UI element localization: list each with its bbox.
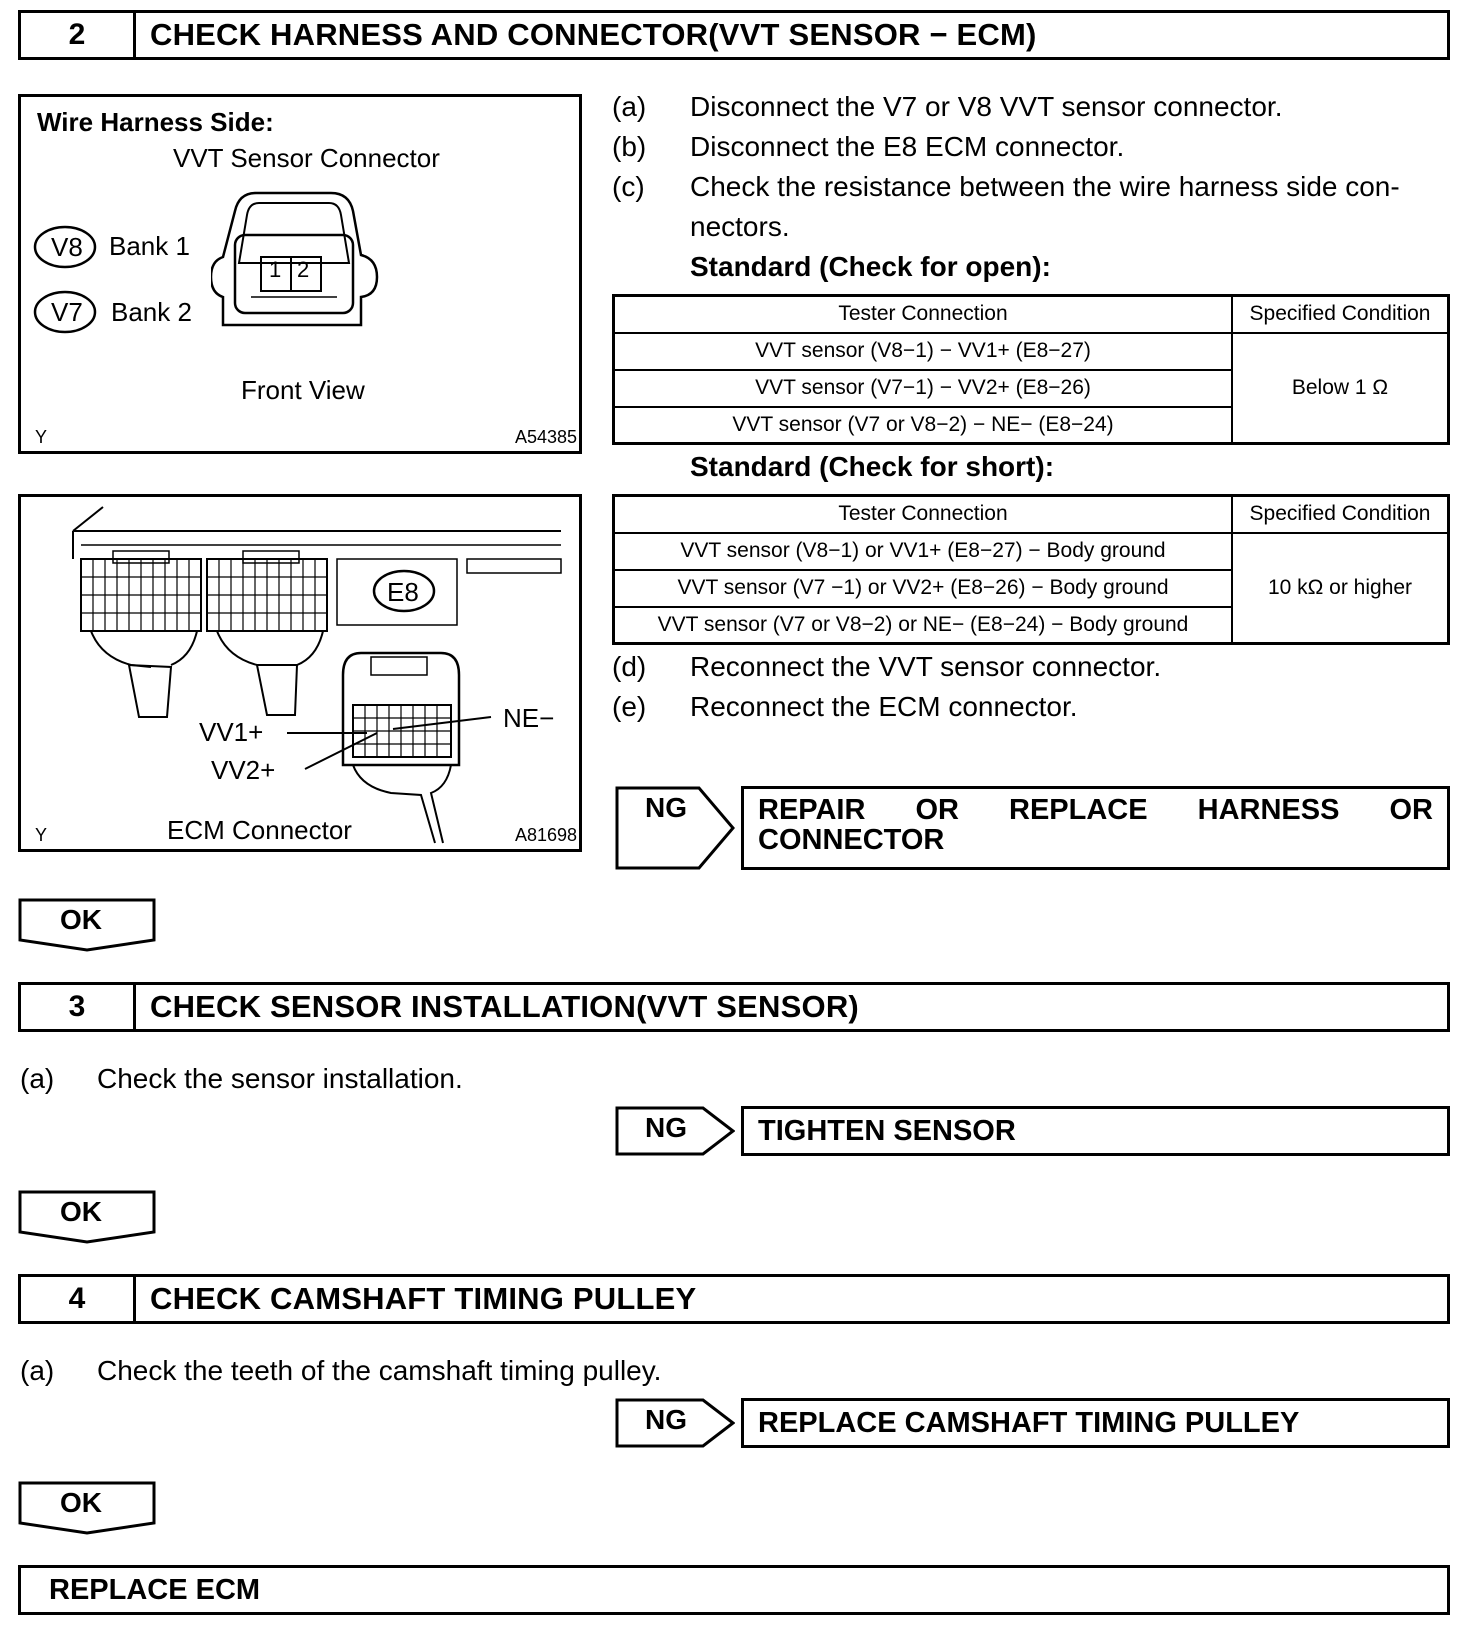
table-row: VVT sensor (V7 or V8−2) or NE− (E8−24) − Body ground <box>614 607 1233 644</box>
table-row: VVT sensor (V7 or V8−2) − NE− (E8−24) <box>614 407 1233 444</box>
instruction-text-b: Disconnect the E8 ECM connector. <box>690 131 1125 162</box>
instruction-text: Check the teeth of the camshaft timing pulley. <box>97 1355 662 1386</box>
vv2-label: VV2+ <box>211 755 276 785</box>
ng-indicator <box>615 1398 735 1448</box>
action-word: REPLACE <box>1009 794 1148 826</box>
spec-table-open <box>612 294 1450 445</box>
action-line-2: CONNECTOR <box>758 824 945 856</box>
instruction-label: (a) <box>20 1063 55 1094</box>
step-3-header <box>18 982 1450 1032</box>
step-number: 2 <box>21 13 136 57</box>
instruction-label-a: (a) <box>612 91 647 122</box>
instruction-text-e: Reconnect the ECM connector. <box>690 691 1078 722</box>
step-title: CHECK CAMSHAFT TIMING PULLEY <box>150 1281 697 1316</box>
bank2-code-badge <box>33 290 97 334</box>
ecm-connector-caption: ECM Connector <box>167 815 352 845</box>
table-row: VVT sensor (V7−1) − VV2+ (E8−26) <box>614 370 1233 407</box>
header-specified-condition: Specified Condition <box>1232 296 1449 333</box>
ok-label: OK <box>60 904 102 935</box>
e8-connector-code: E8 <box>387 577 419 607</box>
instruction-label-e: (e) <box>612 691 647 722</box>
standard-open-heading: Standard (Check for open): <box>690 251 1051 282</box>
step-title: CHECK HARNESS AND CONNECTOR(VVT SENSOR − ECM) <box>150 17 1037 52</box>
header-tester-connection: Tester Connection <box>614 296 1233 333</box>
standard-short-heading: Standard (Check for short): <box>690 451 1055 482</box>
action-word: REPAIR <box>758 794 866 826</box>
front-view-label: Front View <box>241 375 365 405</box>
ok-indicator <box>18 1481 156 1536</box>
instruction-label: (a) <box>20 1355 55 1386</box>
figure-heading: Wire Harness Side: <box>37 107 274 137</box>
pin-2: 2 <box>297 257 310 282</box>
step-4-header <box>18 1274 1450 1324</box>
instruction-text-c-continued: nectors. <box>690 211 790 242</box>
bank1-code-badge <box>33 225 97 269</box>
ok-indicator <box>18 1190 156 1245</box>
ng-indicator <box>615 786 735 870</box>
action-word: HARNESS <box>1197 794 1340 826</box>
tighten-sensor-action: TIGHTEN SENSOR <box>741 1106 1450 1156</box>
step-title: CHECK SENSOR INSTALLATION(VVT SENSOR) <box>150 989 859 1024</box>
action-word: OR <box>1389 794 1433 826</box>
instruction-text: Check the sensor installation. <box>97 1063 463 1094</box>
condition-cell: 10 kΩ or higher <box>1232 533 1449 644</box>
instruction-label-c: (c) <box>612 171 645 202</box>
step-number: 4 <box>21 1277 136 1321</box>
ecm-connector-figure <box>18 494 582 852</box>
figure-id: A54385 <box>515 427 578 447</box>
header-tester-connection: Tester Connection <box>614 496 1233 533</box>
instruction-text-a: Disconnect the V7 or V8 VVT sensor connector. <box>690 91 1283 122</box>
pin-1: 1 <box>269 257 282 282</box>
figure-id: A81698 <box>515 825 578 845</box>
instruction-label-d: (d) <box>612 651 647 682</box>
ne-label: NE− <box>503 703 555 733</box>
step-number: 3 <box>21 985 136 1029</box>
ok-label: OK <box>60 1487 102 1518</box>
instruction-text-d: Reconnect the VVT sensor connector. <box>690 651 1162 682</box>
ecm-drawing <box>21 497 579 849</box>
ng-indicator <box>615 1106 735 1156</box>
bank2-label: Bank 2 <box>111 297 192 327</box>
repair-harness-action <box>741 786 1450 870</box>
action-word: OR <box>915 794 959 826</box>
ok-indicator <box>18 898 156 953</box>
ng-label: NG <box>645 1112 687 1143</box>
corner-mark: Y <box>35 427 48 447</box>
condition-cell: Below 1 Ω <box>1232 333 1449 444</box>
vv1-label: VV1+ <box>199 717 264 747</box>
corner-mark: Y <box>35 825 48 845</box>
instruction-text-c: Check the resistance between the wire harness side con- <box>690 171 1400 202</box>
spec-table-short <box>612 494 1450 645</box>
table-row: VVT sensor (V8−1) − VV1+ (E8−27) <box>614 333 1233 370</box>
replace-pulley-action: REPLACE CAMSHAFT TIMING PULLEY <box>741 1398 1450 1448</box>
connector-label: VVT Sensor Connector <box>173 143 440 173</box>
header-specified-condition: Specified Condition <box>1232 496 1449 533</box>
step-2-header <box>18 10 1450 60</box>
instruction-label-b: (b) <box>612 131 647 162</box>
ng-label: NG <box>645 1404 687 1435</box>
action-line-1 <box>758 795 1433 825</box>
vvt-sensor-connector-figure <box>18 94 582 454</box>
bank1-label: Bank 1 <box>109 231 190 261</box>
replace-ecm-action: REPLACE ECM <box>18 1565 1450 1615</box>
ok-label: OK <box>60 1196 102 1227</box>
table-row: VVT sensor (V7 −1) or VV2+ (E8−26) − Body ground <box>614 570 1233 607</box>
bank2-code: V7 <box>51 297 83 327</box>
bank1-code: V8 <box>51 232 83 262</box>
table-row: VVT sensor (V8−1) or VV1+ (E8−27) − Body ground <box>614 533 1233 570</box>
ng-label: NG <box>645 792 687 823</box>
